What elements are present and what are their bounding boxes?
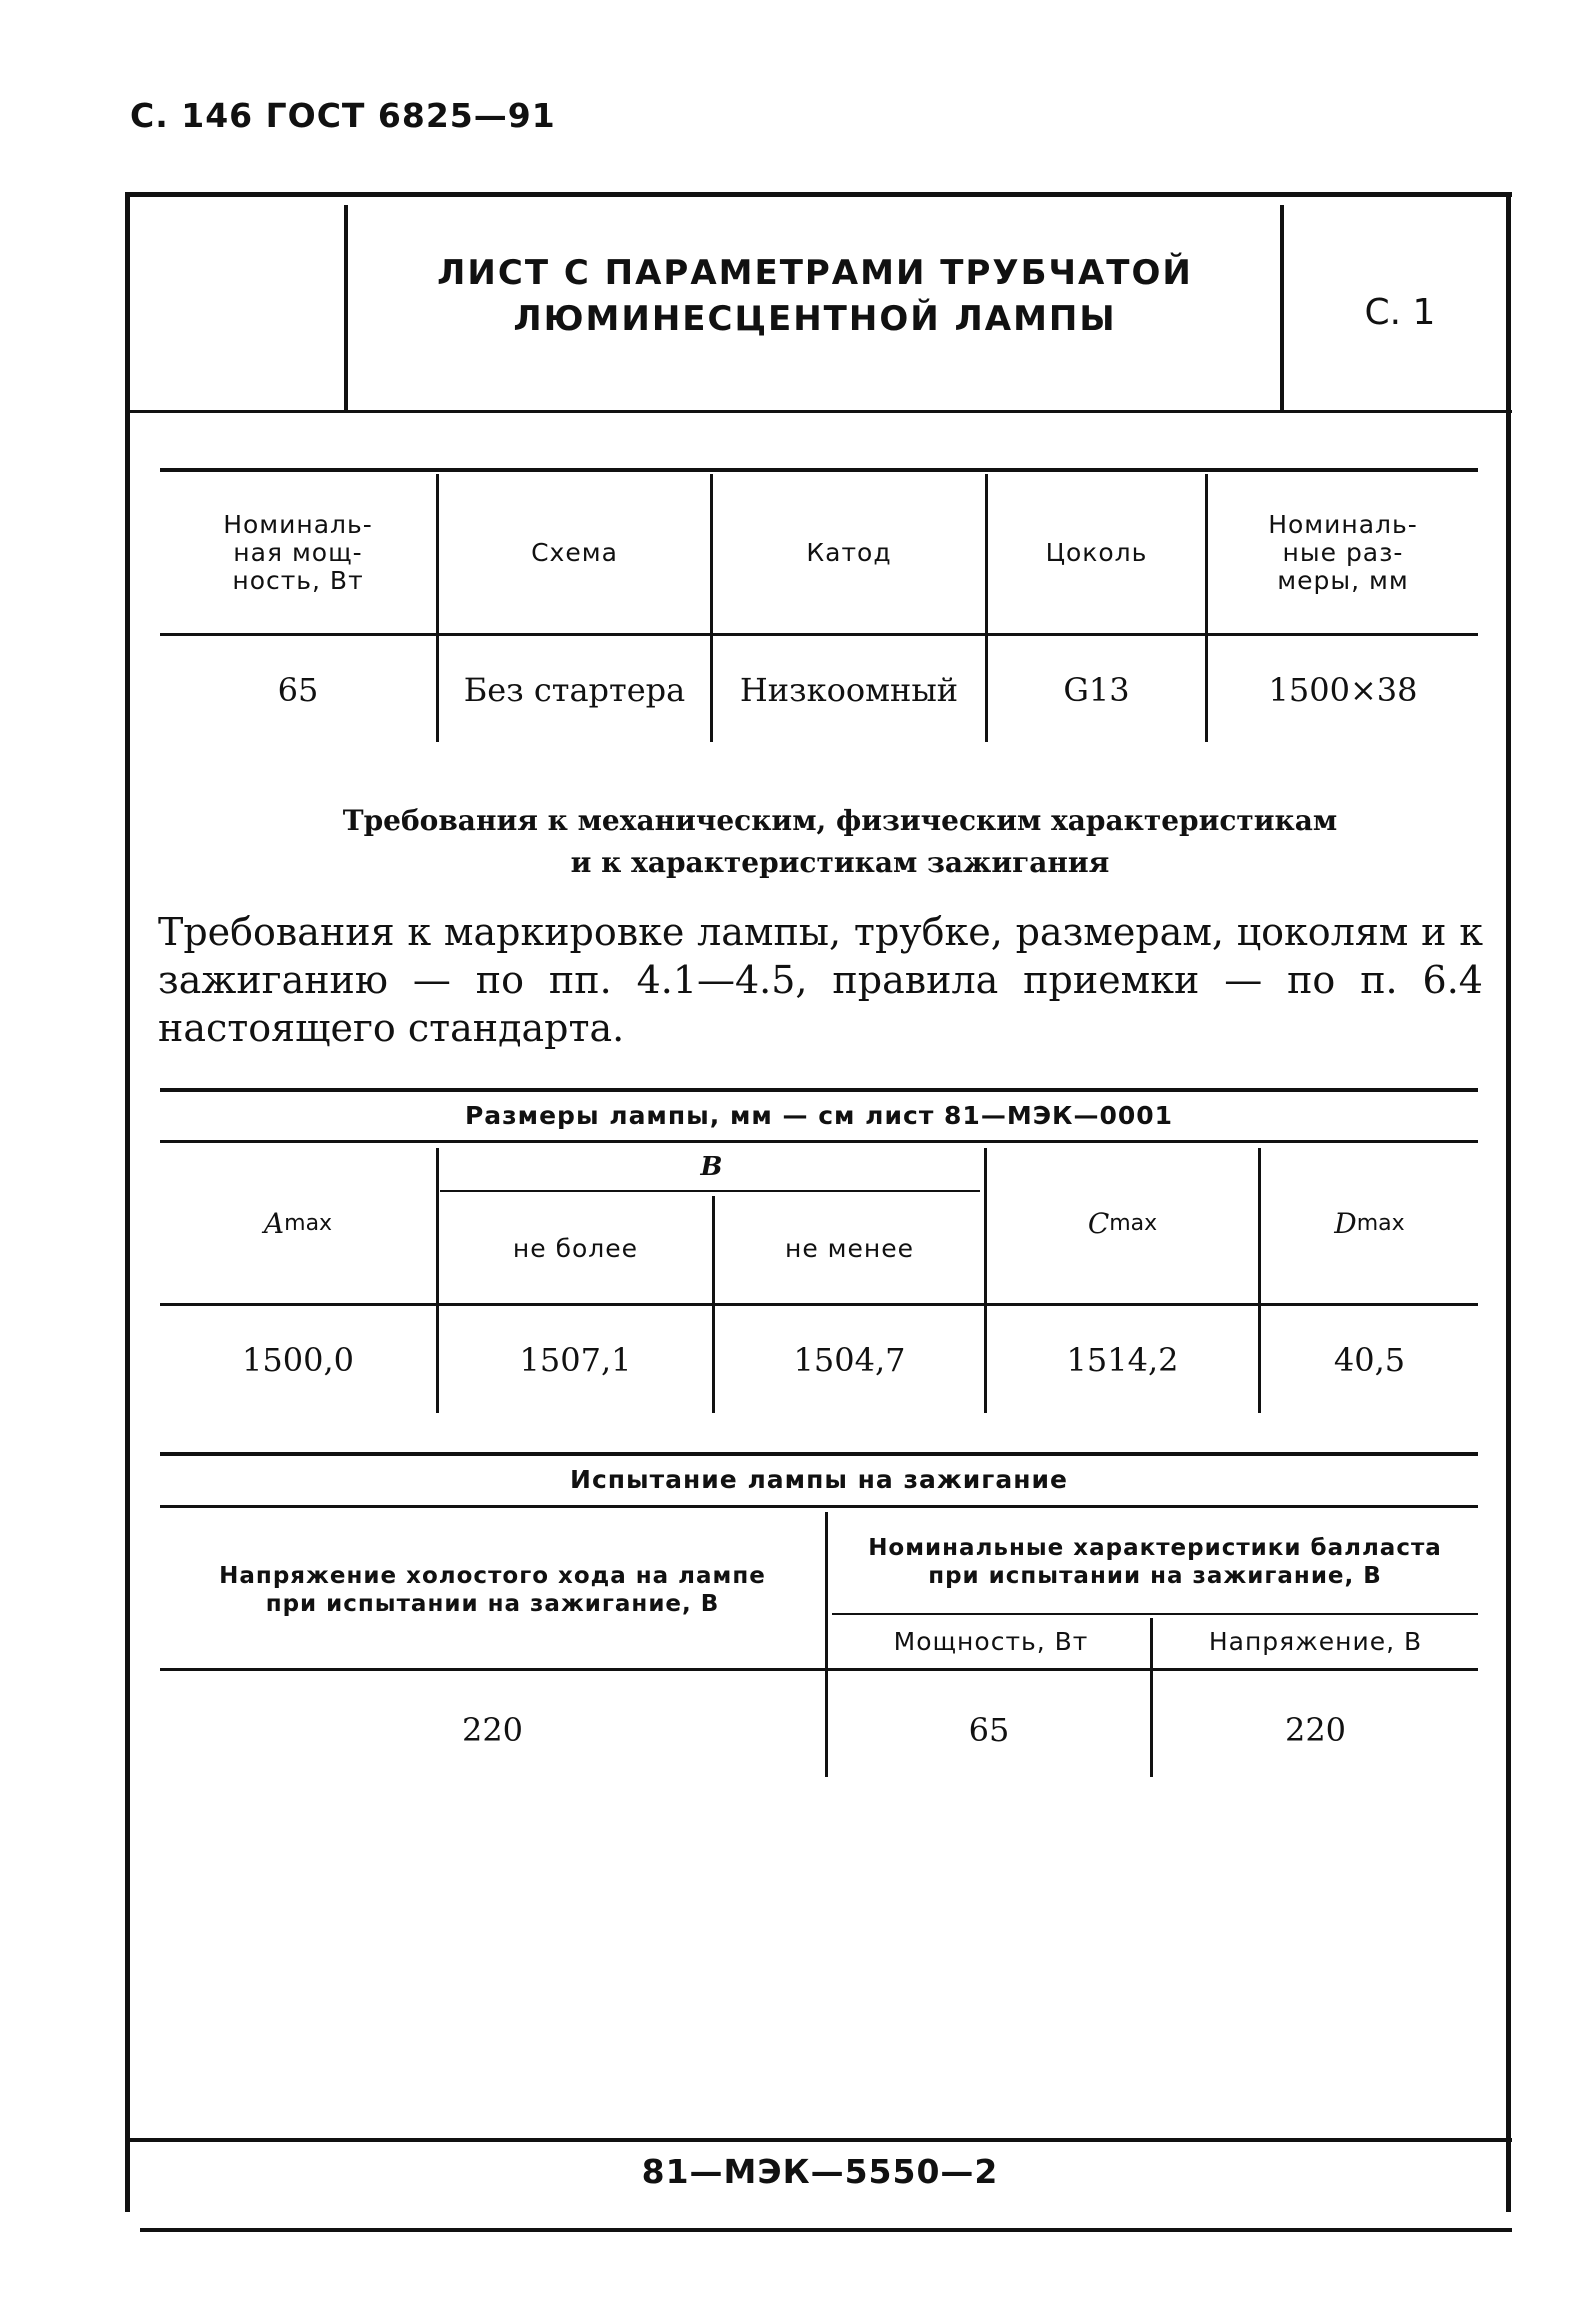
params-cell-power: 65: [277, 671, 319, 709]
params-header-base: Цоколь: [1045, 538, 1148, 567]
dims-header-b-max: не более: [512, 1233, 639, 1263]
params-header-power-line: ная мощ-: [233, 538, 363, 567]
dims-cell-b-max: 1507,1: [519, 1341, 632, 1379]
ignition-cell-ballast-voltage: 220: [1284, 1711, 1347, 1749]
dims-header-a: [160, 1145, 436, 1301]
dims-header-rule: [160, 1303, 1478, 1306]
running-header: С. 146 ГОСТ 6825—91: [130, 96, 556, 135]
dims-b-group-rule: [440, 1190, 980, 1192]
sheet-title-line-1: ЛИСТ С ПАРАМЕТРАМИ ТРУБЧАТОЙ: [437, 253, 1193, 293]
requirements-paragraph: Требования к маркировке лампы, трубке, размерам, цоколям и к зажиганию — по пп. 4.1—4.5, правила приемки — по п. 6.4 настоящего стандарта.: [158, 910, 1483, 1050]
params-header-scheme: Схема: [531, 538, 618, 567]
dims-header-c-letter: C: [1087, 1206, 1110, 1240]
dims-table-top-rule: [160, 1088, 1478, 1092]
dims-caption-rule: [160, 1140, 1478, 1143]
ignition-cell-voltage: 220: [461, 1711, 524, 1749]
ignition-cell-power: 65: [968, 1711, 1010, 1749]
ignition-caption-rule: [160, 1505, 1478, 1508]
ignition-header-voltage: [160, 1512, 825, 1667]
params-header-dimensions: [1208, 474, 1478, 632]
params-table-header-rule: [160, 633, 1478, 636]
ignition-table-top-rule: [160, 1452, 1478, 1456]
ignition-header-ballast-line-2: при испытании на зажигание, В: [928, 1563, 1382, 1589]
ignition-header-power: Мощность, Вт: [893, 1627, 1089, 1656]
dims-header-b: B: [700, 1152, 723, 1182]
frame-right-border: [1506, 192, 1511, 2212]
ignition-header-voltage-line-2: при испытании на зажигание, В: [265, 1590, 720, 1617]
ignition-header-ballast-line-1: Номинальные характеристики балласта: [868, 1535, 1442, 1561]
ignition-table-caption: Испытание лампы на зажигание: [570, 1465, 1068, 1494]
dims-header-c: [987, 1145, 1258, 1301]
sheet-title-line-2: ЛЮМИНЕСЦЕНТНОЙ ЛАМПЫ: [513, 299, 1117, 339]
sheet-page-label: С. 1: [1364, 292, 1436, 333]
dims-cell-a: 1500,0: [242, 1341, 354, 1379]
section-title-line-2: и к характеристикам зажигания: [570, 846, 1110, 879]
dims-header-d-sub: max: [1356, 1210, 1405, 1236]
title-right-divider: [1280, 205, 1284, 410]
dims-cell-c: 1514,2: [1066, 1341, 1179, 1379]
frame-top-border: [125, 192, 1512, 197]
params-header-power-line: ность, Вт: [232, 566, 364, 595]
sheet-title: [350, 250, 1280, 342]
params-header-dimensions-line: меры, мм: [1277, 566, 1409, 595]
params-header-power: [160, 474, 436, 632]
ignition-group-rule: [832, 1613, 1478, 1615]
dims-cell-d: 40,5: [1333, 1341, 1406, 1379]
section-title: [170, 800, 1510, 884]
footer-top-rule: [125, 2138, 1512, 2142]
params-table-top-rule: [160, 468, 1478, 472]
params-cell-base: G13: [1063, 671, 1130, 709]
params-cell-dimensions: 1500×38: [1268, 671, 1418, 709]
dims-header-d: [1261, 1145, 1478, 1301]
params-header-cathode: Катод: [806, 538, 892, 567]
footer-bottom-rule: [140, 2228, 1512, 2232]
section-title-line-1: Требования к механическим, физическим характеристикам: [342, 804, 1338, 837]
dims-header-d-letter: D: [1334, 1206, 1357, 1240]
dims-header-a-sub: max: [284, 1210, 333, 1236]
title-block-divider: [125, 410, 1512, 413]
ignition-header-ballast-voltage: Напряжение, В: [1208, 1627, 1423, 1656]
dims-header-a-letter: A: [263, 1206, 285, 1240]
params-header-dimensions-line: ные раз-: [1282, 538, 1404, 567]
frame-left-border: [125, 192, 130, 2212]
ignition-header-voltage-line-1: Напряжение холостого хода на лампе: [219, 1562, 766, 1589]
dims-header-b-min: не менее: [784, 1233, 915, 1263]
params-header-dimensions-line: Номиналь-: [1268, 510, 1418, 539]
params-cell-scheme: Без стартера: [463, 671, 686, 709]
sheet-code: 81—МЭК—5550—2: [641, 2152, 999, 2191]
ignition-header-rule: [160, 1668, 1478, 1671]
title-left-divider: [344, 205, 348, 410]
dims-table-caption: Размеры лампы, мм — см лист 81—МЭК—0001: [464, 1101, 1174, 1130]
ignition-header-ballast-group: [832, 1512, 1478, 1612]
dims-header-c-sub: max: [1109, 1210, 1158, 1236]
dims-cell-b-min: 1504,7: [793, 1341, 906, 1379]
params-cell-cathode: Низкоомный: [739, 671, 959, 709]
params-header-power-line: Номиналь-: [223, 510, 373, 539]
